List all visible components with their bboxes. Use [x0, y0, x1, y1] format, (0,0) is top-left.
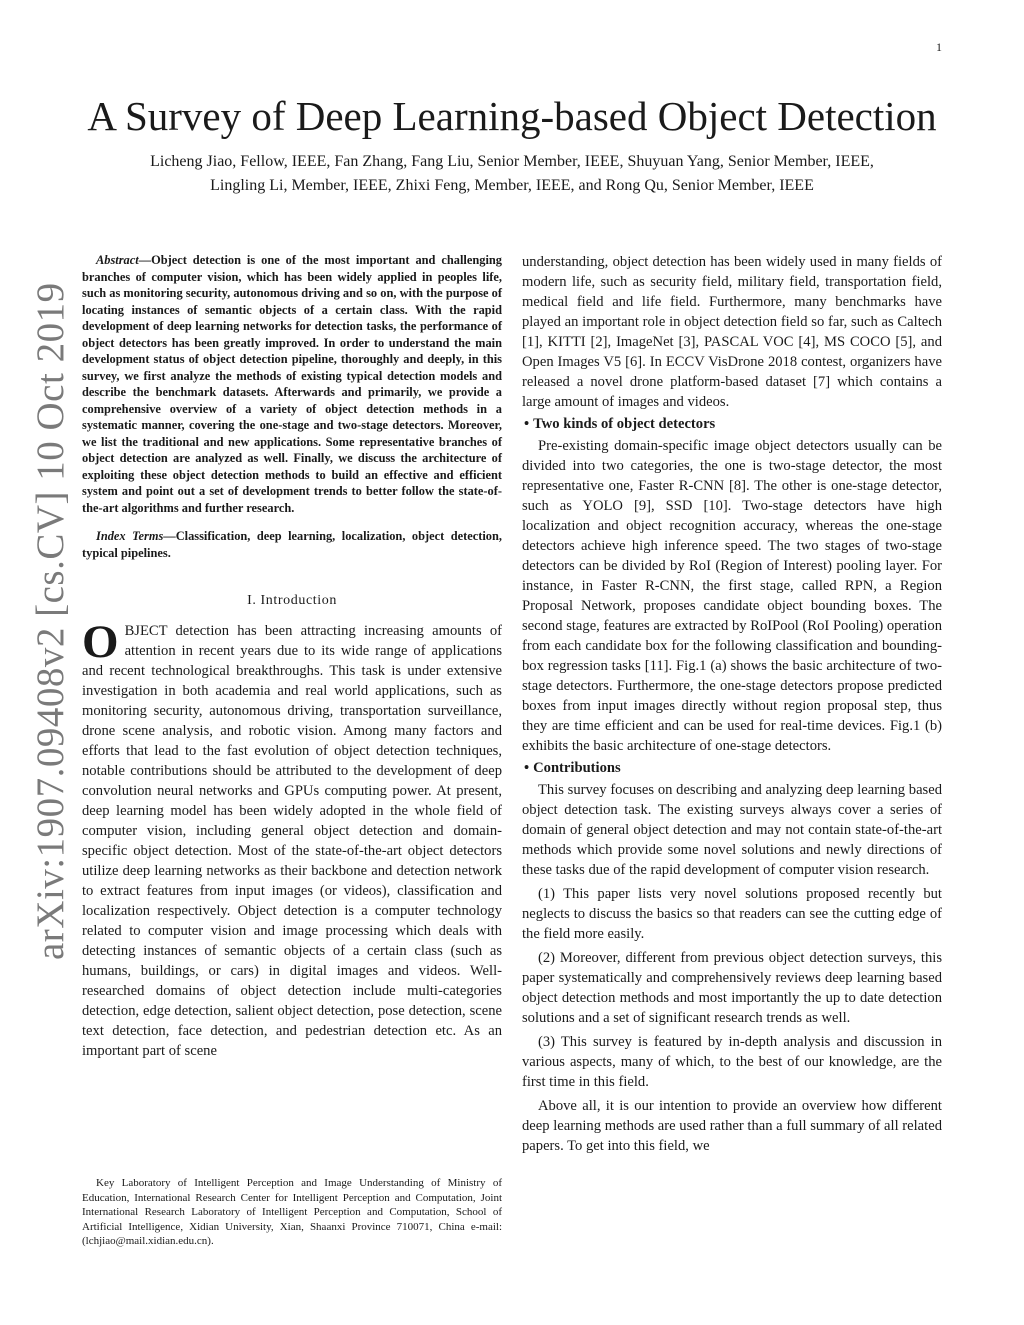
- author-line-1: Licheng Jiao, Fellow, IEEE, Fan Zhang, Fang Liu, Senior Member, IEEE, Shuyuan Yang, Senior Member, IEEE,: [150, 153, 874, 170]
- page-number: 1: [936, 40, 942, 54]
- continuation-paragraph: understanding, object detection has been widely used in many fields of modern life, such as security field, military field, transportation field, medical field and life field. Furthermore, many benchmarks have played an important role in object detection field so far, such as Caltech [1], KITTI [2], ImageNet [3], PASCAL VOC [4], MS COCO [5], and Open Images V5 [6]. In ECCV VisDrone 2018 contest, organizers have released a novel drone platform-based dataset [7] which contains a large amount of images and videos.: [522, 254, 942, 410]
- bullet-icon: •: [524, 760, 530, 776]
- subheading-two-kinds-label: Two kinds of object detectors: [533, 416, 716, 432]
- intro-text: detection has been attracting increasing amounts of attention in recent years due to its wide range of applications and recent technological breakthroughs. This task is under extensive investigation in both academia and real world applications, such as monitoring security, autonomous driving, transportation surveillance, drone scene analysis, and robotic vision. Among many factors and efforts that lead to the fast evolution of object detection techniques, notable contributions should be attributed to the development of deep convolution neural networks and GPUs computing power. At present, deep learning model has been widely adopted in the whole field of computer vision, including general object detection and domain-specific object detection. Most of the state-of-the-art object detectors utilize deep learning networks as their backbone and detection network to extract features from input images (or videos), classification and localization respectively. Object detection is a computer technology related to computer vision and image processing which deals with detecting instances of semantic objects of a certain class (such as humans, buildings, or cars) in digital images and videos. Well-researched domains of object detection include multi-categories detection, edge detection, salient object detection, pose detection, scene text detection, face detection, and pedestrian detection etc. As an important part of scene: [82, 623, 502, 1059]
- bullet-icon: •: [524, 416, 530, 432]
- closing-paragraph: Above all, it is our intention to provide an overview how different deep learning methods are used rather than a full summary of all related papers. To get into this field, we: [522, 1098, 942, 1154]
- index-terms: [82, 528, 502, 561]
- right-column: [522, 252, 942, 1156]
- index-terms-label: Index Terms: [96, 529, 164, 543]
- contribution-point-1: (1) This paper lists very novel solutions proposed recently but neglects to discuss the basics so that readers can see the cutting edge of the field more easily.: [522, 886, 942, 942]
- contributions-paragraph: This survey focuses on describing and analyzing deep learning based object detection task. The existing surveys always cover a series of domain of general object detection and may not contain state-of-the-art methods which provide some novel solutions and newly directions of these tasks due of the rapid development of computer vision research.: [522, 782, 942, 878]
- author-list: [40, 150, 984, 198]
- intro-first-word: BJECT: [124, 623, 168, 639]
- intro-paragraph: [82, 616, 502, 1061]
- left-column: [82, 252, 502, 1061]
- two-kinds-paragraph: Pre-existing domain-specific image object detectors usually can be divided into two categories, the one is two-stage detector, the most representative one, Faster R-CNN [8]. The other is one-stage detector, such as YOLO [9], SSD [10]. Two-stage detectors have high localization and object recognition accuracy, whereas the one-stage detectors achieve high inference speed. The two stages of two-stage detectors can be divided by RoI (Region of Interest) pooling layer. For instance, in Faster R-CNN, the first stage, called RPN, a Region Proposal Network, proposes candidate object bounding boxes. The second stage, features are extracted by RoIPool (RoI Pooling) operation from each candidate box for the following classification and bounding-box regression tasks [11]. Fig.1 (a) shows the basic architecture of two-stage detectors. Furthermore, the one-stage detectors propose predicted boxes from input images directly without region proposal step, thus they are time efficient and can be used for real-time devices. Fig.1 (b) exhibits the basic architecture of one-stage detectors.: [522, 438, 942, 754]
- contribution-point-2: (2) Moreover, different from previous object detection surveys, this paper systematically and comprehensively reviews deep learning based object detection methods and most importantly the up to date detection solutions and a set of significant research trends as well.: [522, 950, 942, 1026]
- arxiv-identifier-stamp: arXiv:1907.09408v2 [cs.CV] 10 Oct 2019: [29, 282, 72, 960]
- author-line-2: Lingling Li, Member, IEEE, Zhixi Feng, Member, IEEE, and Rong Qu, Senior Member, IEEE: [210, 177, 814, 194]
- dropcap-letter: O: [82, 616, 119, 668]
- abstract-label: Abstract: [96, 253, 139, 267]
- index-terms-text: —Classification, deep learning, localization, object detection, typical pipelines.: [82, 529, 502, 560]
- abstract: [82, 252, 502, 516]
- subheading-contributions-label: Contributions: [533, 760, 621, 776]
- abstract-text: —Object detection is one of the most important and challenging branches of computer vision, which has been widely applied in peoples life, such as monitoring security, autonomous driving and so on, with the purpose of locating instances of semantic objects of a certain class. With the rapid development of deep learning networks for detection tasks, the performance of object detectors has been greatly improved. In order to understand the main development status of object detection pipeline, thoroughly and deeply, in this survey, we first analyze the methods of existing typical detection models and describe the benchmark datasets. Afterwards and primarily, we provide a comprehensive overview of a variety of object detection methods in a systematic manner, covering the one-stage and two-stage detectors. Moreover, we list the traditional and new applications. Some representative branches of object detection are analyzed as well. Finally, we discuss the architecture of exploiting these object detection methods to build an effective and efficient system and point out a set of development trends to better follow the state-of-the-art algorithms and further research.: [82, 253, 502, 515]
- subheading-two-kinds: [522, 414, 942, 434]
- subheading-contributions: [522, 758, 942, 778]
- paper-title: A Survey of Deep Learning-based Object Detection: [87, 93, 937, 139]
- contribution-point-3: (3) This survey is featured by in-depth analysis and discussion in various aspects, many of which, to the best of our knowledge, are the first time in this field.: [522, 1034, 942, 1090]
- section-heading-introduction: I. Introduction: [247, 593, 337, 608]
- affiliation-footnote: Key Laboratory of Intelligent Perception and Image Understanding of Ministry of Education, International Research Center for Intelligent Perception and Computation, Joint International Research Laboratory of Intelligent Perception and Computation, School of Artificial Intelligence, Xidian University, Xian, Shaanxi Province 710071, China e-mail: (lchjiao@mail.xidian.edu.cn).: [82, 1177, 502, 1247]
